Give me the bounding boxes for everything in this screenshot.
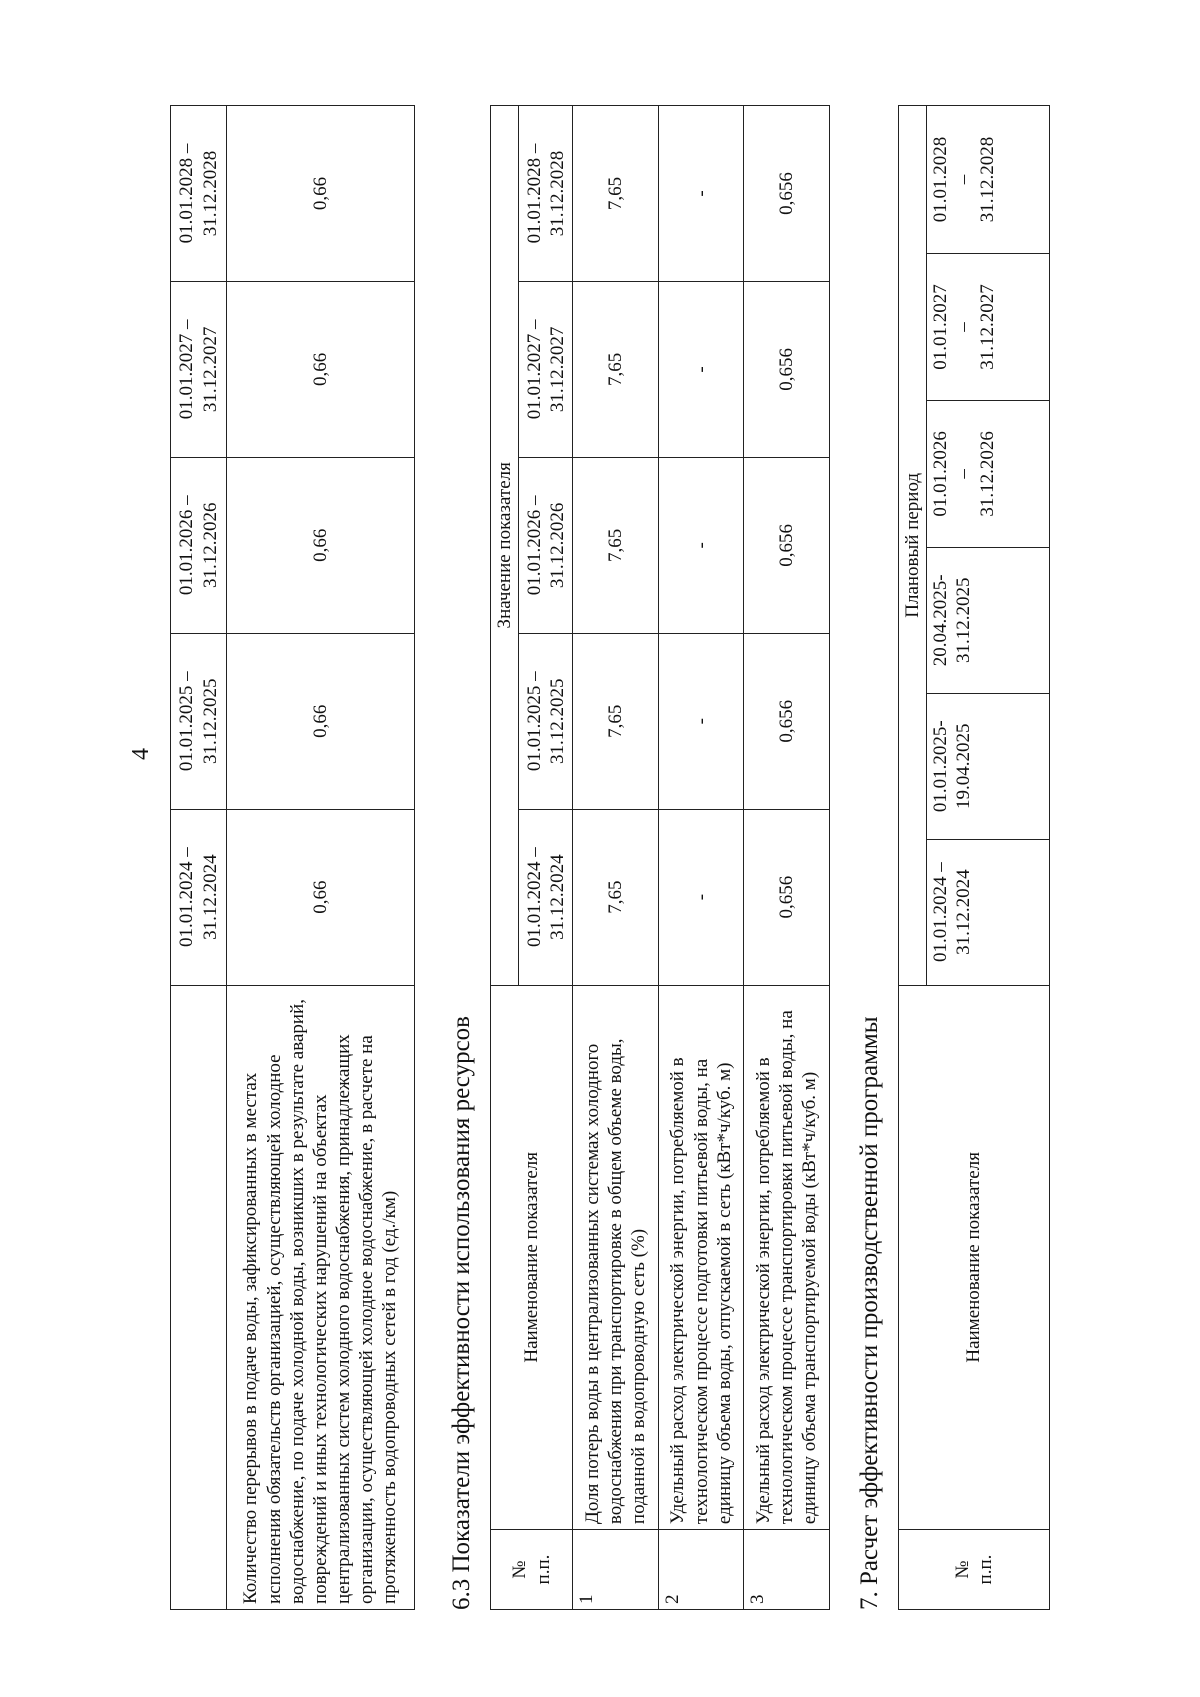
value-cell: 7,65 xyxy=(573,281,659,457)
empty-header-cell xyxy=(171,985,227,1609)
planned-period-header: Плановый период xyxy=(899,106,927,986)
value-cell: - xyxy=(658,457,744,633)
value-cell: 0,656 xyxy=(744,809,830,985)
col-name-header: Наименование показателя xyxy=(491,985,573,1530)
row-number: 3 xyxy=(744,1530,830,1610)
table-row xyxy=(658,106,744,1610)
indicator-name: Доля потерь воды в централизованных системах холодного водоснабжения при транспортировке в общем объеме воды, поданной в водопроводную сеть (%) xyxy=(573,985,659,1530)
production-program-table xyxy=(898,105,1050,1610)
col-num-header: № п.п. xyxy=(491,1530,573,1610)
value-cell: 0,656 xyxy=(744,281,830,457)
value-cell: 7,65 xyxy=(573,457,659,633)
period-header: 01.01.2026 – 31.12.2026 xyxy=(927,400,1050,547)
period-header: 01.01.2026 – 31.12.2026 xyxy=(519,457,573,633)
period-header: 01.01.2027 – 31.12.2027 xyxy=(171,281,227,457)
resource-efficiency-table xyxy=(490,105,830,1610)
indicator-label: Количество перерывов в подаче воды, зафиксированных в местах исполнения обязательств организацией, осуществляющей холодное водоснабжение, по подаче холодной воды, возникших в результате аварий, повреждений и иных технологических нарушений на объектах централизованных систем холодного водоснабжения, принадлежащих организации, осуществляющей холодное водоснабжение, в расчете на протяженность водопроводных сетей в год (ед./км) xyxy=(227,985,415,1609)
period-header: 01.01.2024 – 31.12.2024 xyxy=(171,809,227,985)
value-cell: 0,66 xyxy=(227,809,415,985)
indicator-name: Удельный расход электрической энергии, потребляемой в технологическом процессе подготовки питьевой воды, на единицу объема воды, отпускаемой в сеть (кВт*ч/куб. м) xyxy=(658,985,744,1530)
row-number: 1 xyxy=(573,1530,659,1610)
value-cell: 0,656 xyxy=(744,633,830,809)
value-cell: 7,65 xyxy=(573,106,659,282)
period-header: 01.01.2024 – 31.12.2024 xyxy=(519,809,573,985)
page-number: 4 xyxy=(128,748,154,760)
value-cell: - xyxy=(658,106,744,282)
values-group-header: Значение показателя xyxy=(491,106,519,986)
value-cell: 0,66 xyxy=(227,106,415,282)
period-header: 01.01.2028 – 31.12.2028 xyxy=(927,106,1050,254)
value-cell: 7,65 xyxy=(573,809,659,985)
value-cell: 0,66 xyxy=(227,281,415,457)
period-header: 01.01.2025 – 31.12.2025 xyxy=(519,633,573,809)
period-header: 01.01.2028 – 31.12.2028 xyxy=(519,106,573,282)
table-row xyxy=(573,106,659,1610)
indicator-name: Удельный расход электрической энергии, потребляемой в технологическом процессе транспортировки питьевой воды, на единицу объема транспортируемой воды (кВт*ч/куб. м) xyxy=(744,985,830,1530)
period-header: 01.01.2026 – 31.12.2026 xyxy=(171,457,227,633)
row-number: 2 xyxy=(658,1530,744,1610)
value-cell: - xyxy=(658,281,744,457)
value-cell: 0,66 xyxy=(227,633,415,809)
col-num-header: № п.п. xyxy=(899,1530,1050,1610)
period-header: 01.01.2027 – 31.12.2027 xyxy=(519,281,573,457)
rotated-content xyxy=(150,60,1050,1610)
section-6-3-title: 6.3 Показатели эффективности использования ресурсов xyxy=(448,1016,475,1610)
interruptions-table xyxy=(170,105,415,1610)
period-header: 20.04.2025- 31.12.2025 xyxy=(927,547,1050,693)
value-cell: 0,656 xyxy=(744,106,830,282)
value-cell: 0,66 xyxy=(227,457,415,633)
table-row xyxy=(744,106,830,1610)
period-header: 01.01.2024 – 31.12.2024 xyxy=(927,839,1050,985)
value-cell: 7,65 xyxy=(573,633,659,809)
period-header: 01.01.2028 – 31.12.2028 xyxy=(171,106,227,282)
section-7-title: 7. Расчет эффективности производственной программы xyxy=(856,1016,883,1610)
col-name-header: Наименование показателя xyxy=(899,985,1050,1529)
value-cell: - xyxy=(658,809,744,985)
period-header: 01.01.2025- 19.04.2025 xyxy=(927,693,1050,839)
value-cell: 0,656 xyxy=(744,457,830,633)
period-header: 01.01.2025 – 31.12.2025 xyxy=(171,633,227,809)
value-cell: - xyxy=(658,633,744,809)
period-header: 01.01.2027 – 31.12.2027 xyxy=(927,253,1050,400)
